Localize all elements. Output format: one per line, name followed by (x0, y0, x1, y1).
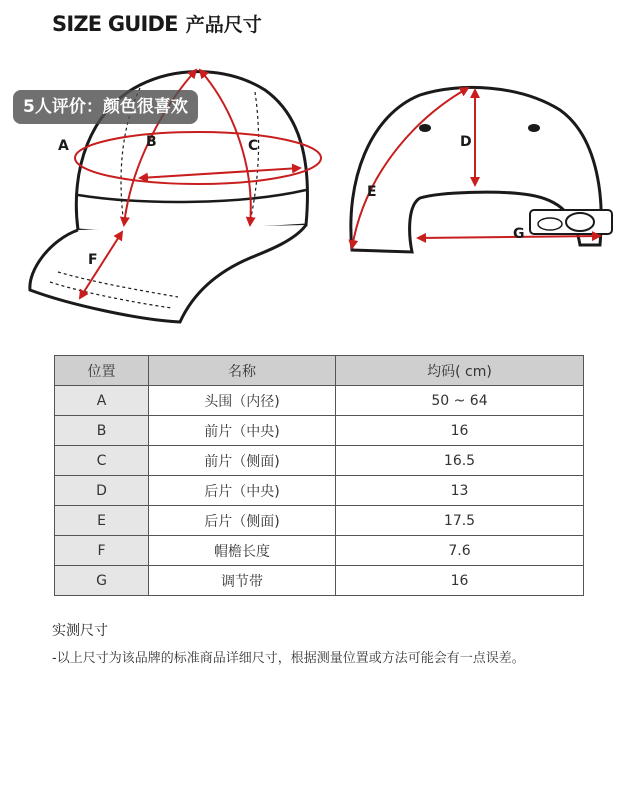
cell-name: 前片（中央) (149, 416, 336, 446)
cell-position: B (55, 416, 149, 446)
cell-position: F (55, 536, 149, 566)
label-c: C (248, 138, 259, 154)
cell-name: 调节带 (149, 566, 336, 596)
table-row (55, 566, 584, 596)
cell-position: E (55, 506, 149, 536)
table-row (55, 386, 584, 416)
cell-name: 前片（侧面) (149, 446, 336, 476)
page-title (52, 10, 262, 38)
cell-size: 16 (336, 416, 584, 446)
cell-position: D (55, 476, 149, 506)
label-e: E (367, 184, 377, 200)
cell-size: 50 ~ 64 (336, 386, 584, 416)
cell-name: 头围（内径) (149, 386, 336, 416)
label-b: B (146, 134, 157, 150)
back-cap-illustration (351, 87, 612, 252)
header-position: 位置 (55, 356, 149, 386)
cell-size: 17.5 (336, 506, 584, 536)
table-row (55, 536, 584, 566)
notes-title: 实测尺寸 (52, 623, 108, 639)
cell-name: 帽檐长度 (149, 536, 336, 566)
table-row (55, 476, 584, 506)
label-d: D (460, 134, 472, 150)
table-header-row (55, 356, 584, 386)
header-size: 均码( cm) (336, 356, 584, 386)
label-g: G (513, 226, 525, 242)
title-cn: 产品尺寸 (185, 14, 262, 36)
table-row (55, 416, 584, 446)
size-table (54, 355, 583, 596)
cell-position: A (55, 386, 149, 416)
cell-size: 16 (336, 566, 584, 596)
cell-size: 13 (336, 476, 584, 506)
review-badge: 5人评价：颜色很喜欢 (13, 90, 198, 124)
label-a: A (58, 138, 69, 154)
table-row (55, 446, 584, 476)
table-row (55, 506, 584, 536)
cell-position: C (55, 446, 149, 476)
header-name: 名称 (149, 356, 336, 386)
title-en: SIZE GUIDE (52, 12, 178, 36)
cell-position: G (55, 566, 149, 596)
cell-size: 7.6 (336, 536, 584, 566)
label-f: F (88, 252, 98, 268)
cell-name: 后片（侧面) (149, 506, 336, 536)
cell-size: 16.5 (336, 446, 584, 476)
notes-text: -以上尺寸为该品牌的标准商品详细尺寸，根据测量位置或方法可能会有一点误差。 (52, 651, 525, 666)
cell-name: 后片（中央) (149, 476, 336, 506)
